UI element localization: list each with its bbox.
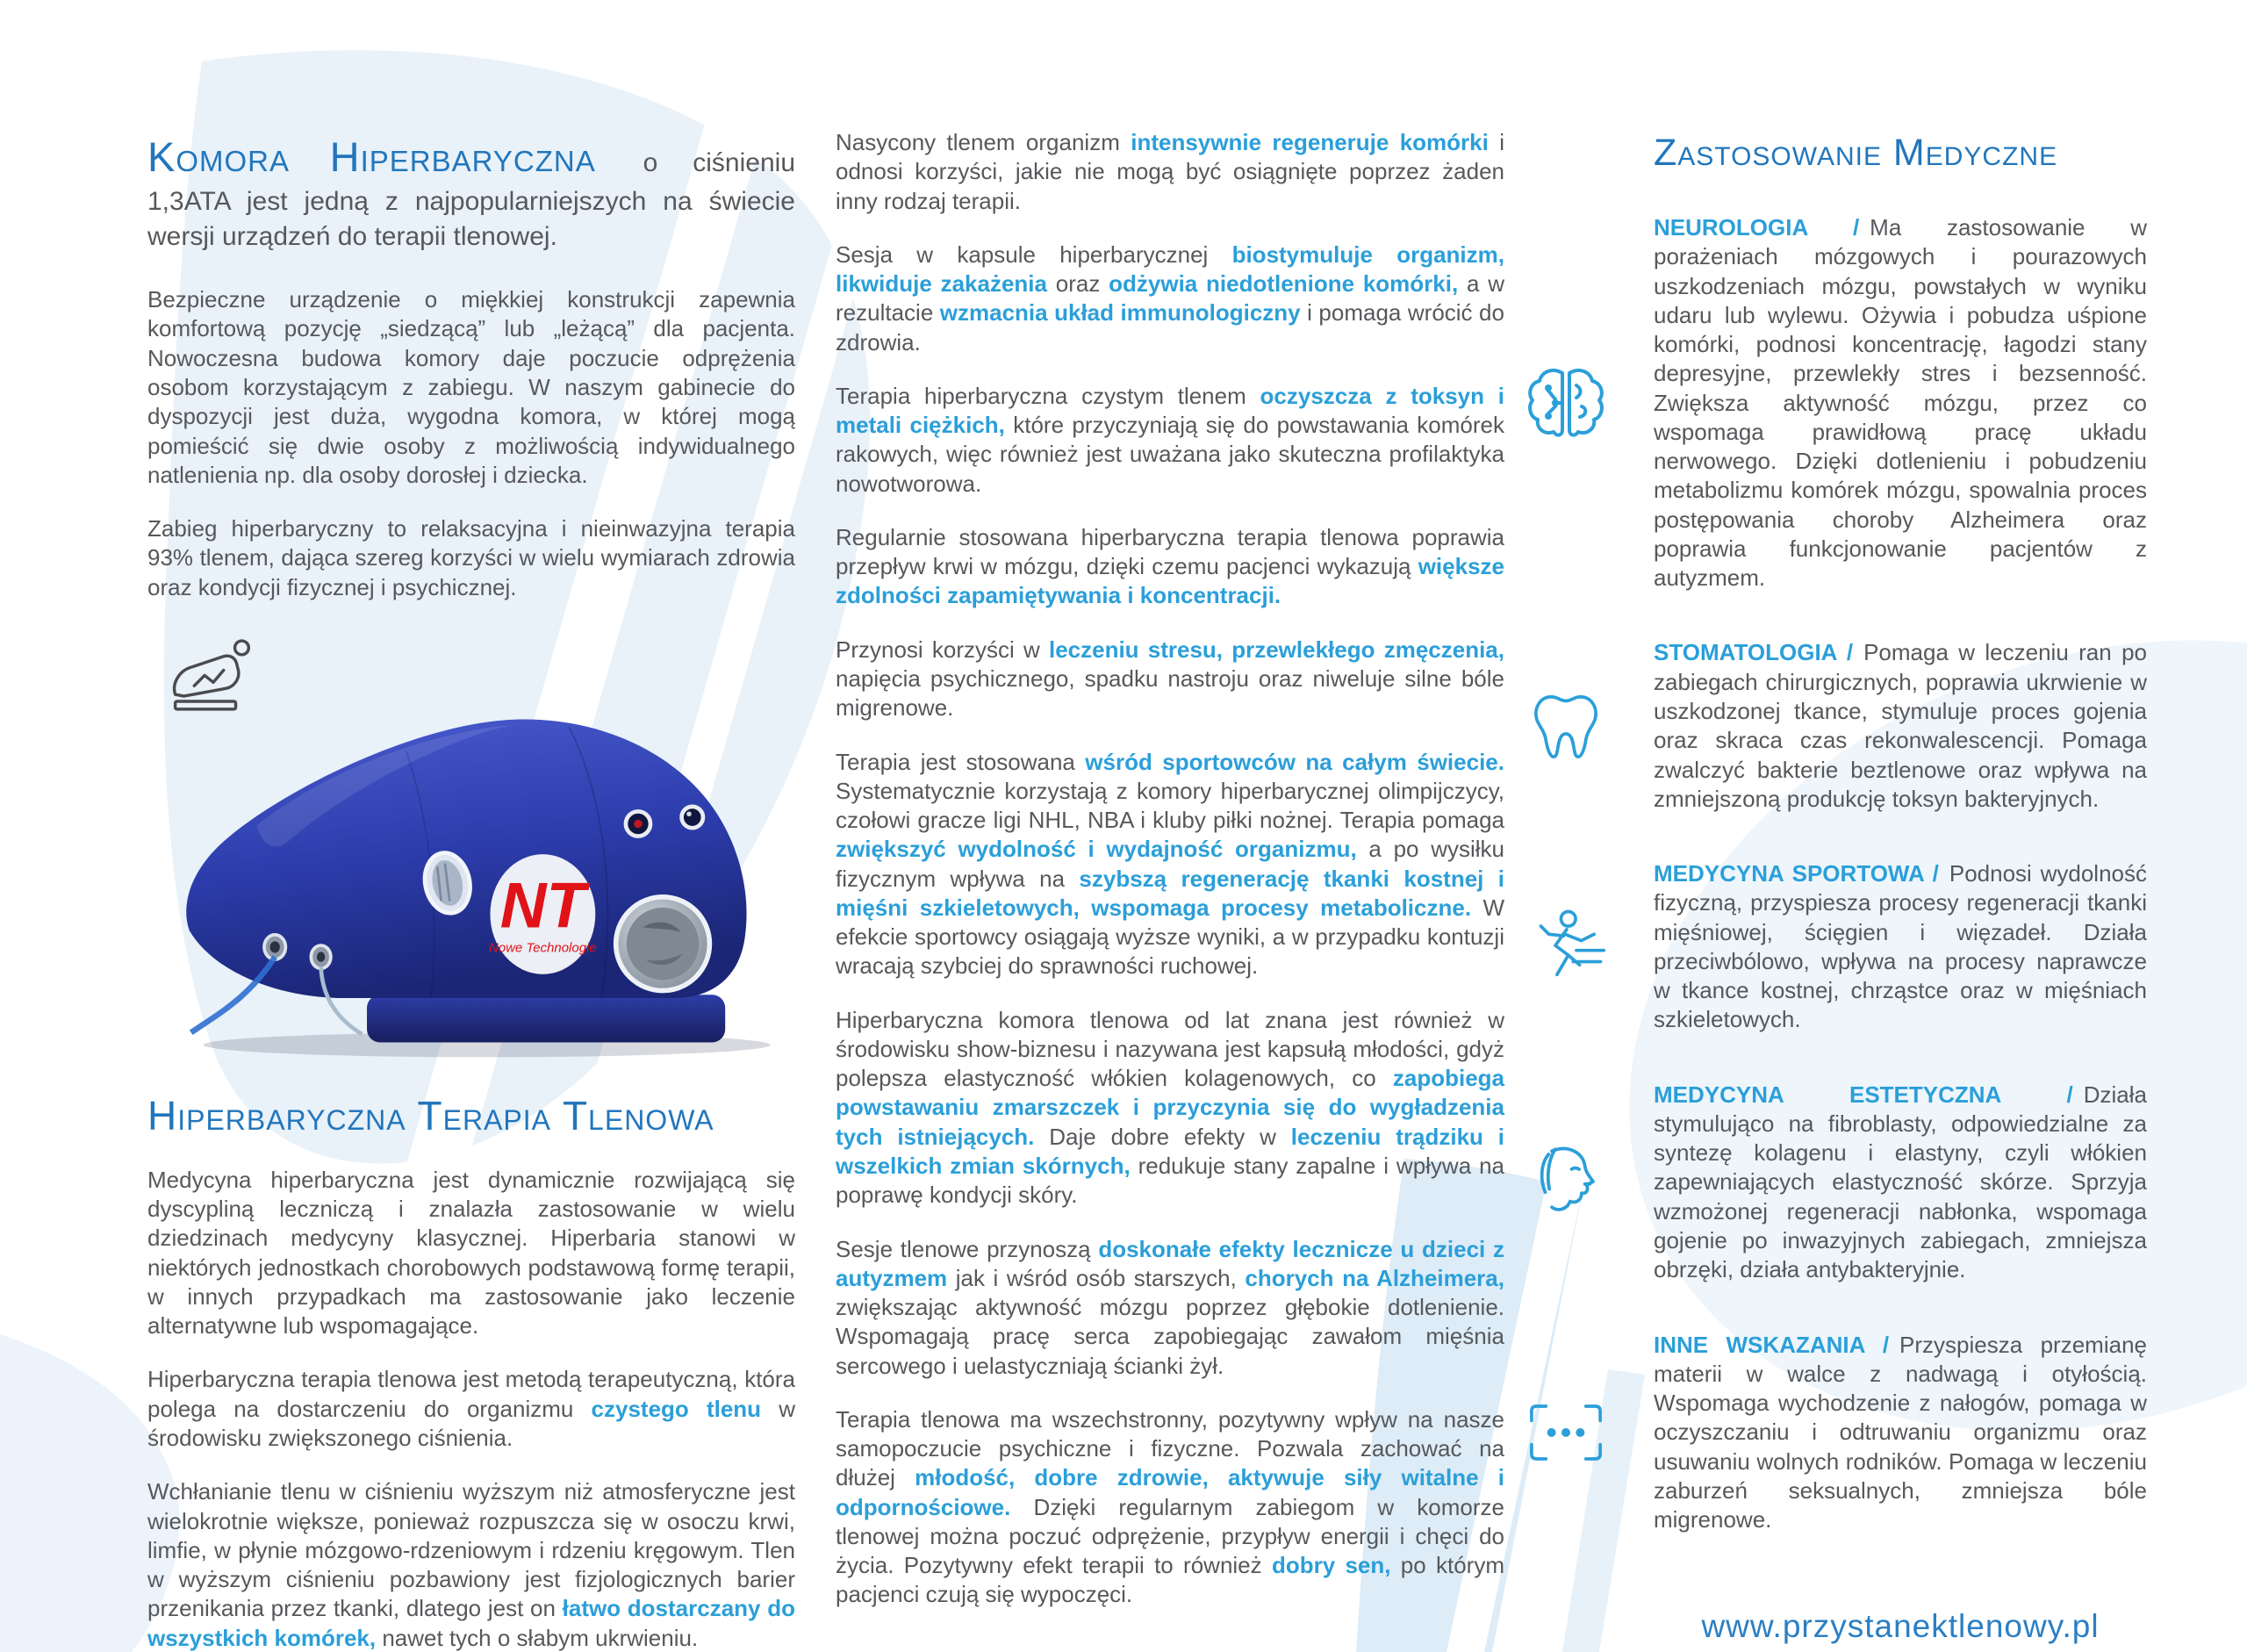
chamber-valve: [626, 811, 650, 836]
paragraph: Terapia hiperbaryczna czystym tlenem oczyszcza z toksyn i metali ciężkich, które przyczyniają się do powstawania komórek rakowych, więc również jest uważana jako skuteczna profilaktyka nowotworowa.: [836, 382, 1504, 497]
section-other-indications: [1517, 1331, 2147, 1535]
chamber-figure: [147, 627, 795, 1062]
section-body: Działa stymulująco na fibroblasty, odpowiedzialne za syntezę kolagenu i elastyny, czyli włókien zapewniających elastyczność skórze. Sprzyja wzmożonej regeneracji nabłonka, wspomaga gojenie po inwazyjnych zabiegach, zmniejsza obrzęki, działa antybakteryjnie.: [1654, 1081, 2147, 1283]
section-aesthetic-medicine: [1517, 1081, 2147, 1285]
section-label-medycyna-estetyczna: MEDYCYNA ESTETYCZNA /: [1654, 1081, 2073, 1108]
section-label-stomatologia: STOMATOLOGIA /: [1654, 639, 1854, 666]
website-link[interactable]: www.przystanektlenowy.pl: [1701, 1608, 2100, 1645]
paragraph-medicine: Medycyna hiperbaryczna jest dynamicznie rozwijającą się dyscypliną leczniczą i znalazła zastosowanie w wielu dziedzinach medycyny klasycznej. Hiperbaria stanowi w niektórych jednostkach chorobowych podstawową formę terapii, w innych przypadkach ma zastosowanie jako leczenie alternatywne lub wspomagające.: [147, 1166, 795, 1340]
intro-paragraph: [147, 130, 795, 254]
paragraph: Regularnie stosowana hiperbaryczna terapia tlenowa poprawia przepływ krwi w mózgu, dzięki czemu pacjenci wykazują większe zdolności zapamiętywania i koncentracji.: [836, 523, 1504, 609]
brain-circuit-icon: [1517, 363, 1615, 443]
section-body: Pomaga w leczeniu ran po zabiegach chirurgicznych, poprawia ukrwienie w uszkodzonej tkance, stymuluje proces gojenia oraz skraca czas rekonwalescencji. Pomaga zwalczyć bakterie beztlenowe oraz wpływa na zmniejszoną produkcję toksyn bakteryjnych.: [1654, 639, 2147, 812]
left-column: [147, 130, 795, 1652]
dots-frame-icon: [1517, 1396, 1615, 1469]
section-body: Podnosi wydolność fizyczną, przyspiesza procesy regeneracji tkanki mięśniowej, ścięgien i więzadeł. Działa przeciwbólowo, wpływa na procesy naprawcze w tkance kostnej, chrząstce oraz w mięśniach szkieletowych.: [1654, 860, 2147, 1033]
paragraph: Sesje tlenowe przynoszą doskonałe efekty lecznicze u dzieci z autyzmem jak i wśród osób starszych, chorych na Alzheimera, zwiększając aktywność mózgu poprzez głębokie dotlenienie. Wspomagają pracę serca zapobiegając zawałom mięśnia sercowego i uelastyczniają ścianki żył.: [836, 1235, 1504, 1379]
section-body: Ma zastosowanie w porażeniach mózgowych i pourazowych uszkodzeniach mózgu, powstałych w wyniku udaru lub wylewu. Ożywia i pobudza uśpione komórki, podnosi koncentrację, łagodzi stany depresyjne, przewlekły stres i bezsenność. Zwiększa aktywność mózgu, przez co wspomaga prawidłową pracę układu nerwowego. Dzięki dotlenieniu i pobudzeniu metabolizmu komórek mózgu, spowalnia proces postępowania choroby Alzheimera oraz poprawia funkcjonowanie pacjentów z autyzmem.: [1654, 214, 2147, 592]
paragraph-safe-device: Bezpieczne urządzenie o miękkiej konstrukcji zapewnia komfortową pozycję „siedzącą” lub „leżącą” dla pacjenta. Nowoczesna budowa komory daje poczucie odprężenia osobom korzystającym z zabiegu. W naszym gabinecie do dyspozycji jest duża, wygodna komora, w której mogą pomieścić się dwie osoby z możliwością indywidualnego natlenienia np. dla osoby dorosłej i dziecka.: [147, 286, 795, 488]
chamber-logo-text: NT: [499, 870, 586, 942]
section-stomatology: [1517, 638, 2147, 814]
chamber-base-cushion: [367, 995, 725, 1042]
paragraph-absorption: Wchłanianie tlenu w ciśnieniu wyższym niż atmosferyczne jest wielokrotnie większe, ponieważ rozpuszcza się w osoczu krwi, limfie, w płynie mózgowo-rdzeniowym i rdzeniu kręgowym. Tlen w wyższym ciśnieniu pozbawiony jest fizjologicznych barier przenikania przez tkanki, dlatego jest on łatwo dostarczany do wszystkich komórek, nawet tych o słabym ukrwieniu.: [147, 1478, 795, 1651]
paragraph: Nasycony tlenem organizm intensywnie regeneruje komórki i odnosi korzyści, jakie nie mogą być osiągnięte poprzez żaden inny rodzaj terapii.: [836, 129, 1504, 214]
chamber-window-large: [616, 897, 710, 991]
section-sports-medicine: [1517, 859, 2147, 1035]
section-neurology: [1517, 213, 2147, 593]
section-label-neurologia: NEUROLOGIA /: [1654, 214, 1860, 241]
section-title-medical-applications: Zastosowanie Medyczne: [1654, 132, 2058, 174]
section-title-oxygen-therapy: Hiperbaryczna Terapia Tlenowa: [147, 1092, 714, 1138]
hyperbaric-chamber-photo: [142, 676, 799, 1062]
paragraph: Terapia tlenowa ma wszechstronny, pozytywny wpływ na nasze samopoczucie psychiczne i fizyczne. Pozwala zachować na dłużej młodość, dobre zdrowie, aktywuje siły witalne i odpornościowe. Dzięki regularnym zabiegom w komorze tlenowej można poczuć odprężenie, przypływ energii i chęci do życia. Pozytywny efekt terapii to również dobry sen, po którym pacjenci czują się wypoczęci.: [836, 1405, 1505, 1608]
middle-column: [836, 128, 1504, 1634]
paragraph: Hiperbaryczna komora tlenowa od lat znana jest również w środowisku show-biznesu i nazywana jest kapsułą młodości, gdyż polepsza elastyczność włókien kolagenowych, co zapobiega powstawaniu zmarszczek i przyczynia się do wygładzenia tych istniejących. Daje dobre efekty w leczeniu trądziku i wszelkich zmian skórnych, redukuje stany zapalne i wpływa na poprawę kondycji skóry.: [836, 1006, 1504, 1209]
runner-icon: [1517, 907, 1615, 988]
paragraph-treatment: Zabieg hiperbaryczny to relaksacyjna i nieinwazyjna terapia 93% tlenem, dająca szereg korzyści w wielu wymiarach zdrowia oraz kondycji fizycznej i psychicznej.: [147, 515, 795, 600]
section-label-medycyna-sportowa: MEDYCYNA SPORTOWA /: [1654, 860, 1939, 887]
chamber-logo-subtext: Nowe Technologie: [489, 940, 597, 956]
section-body: Przyspiesza przemianę materii w walce z nadwagą i otyłością. Wspomaga wychodzenie z nałogów, pomaga w oczyszczaniu i odtruwaniu organizmu oraz usuwaniu wolnych rodników. Pomaga w leczeniu zaburzeń seksualnych, zmniejsza bóle migrenowe.: [1654, 1331, 2147, 1533]
paragraph-pure-oxygen: Hiperbaryczna terapia tlenowa jest metodą terapeutyczną, która polega na dostarczeniu do organizmu czystego tlenu w środowisku zwiększonego ciśnienia.: [147, 1366, 795, 1451]
tooth-icon: [1517, 684, 1615, 768]
right-column: [1517, 132, 2147, 1645]
page-title: Komora Hiperbaryczna: [147, 133, 596, 180]
face-profile-icon: [1517, 1141, 1615, 1224]
chamber-valve: [682, 807, 703, 828]
paragraph: Przynosi korzyści w leczeniu stresu, przewlekłego zmęczenia, napięcia psychicznego, spadku nastroju oraz niweluje silne bóle migrenowe.: [836, 636, 1504, 722]
paragraph: Sesja w kapsule hiperbarycznej biostymuluje organizm, likwiduje zakażenia oraz odżywia niedotlenione komórki, a w rezultacie wzmacnia układ immunologiczny i pomaga wrócić do zdrowia.: [836, 241, 1504, 356]
intro-lead-text: o ciśnieniu 1,3ATA jest jedną z najpopularniejszych na świecie wersji urządzeń do terapii tlenowej.: [147, 148, 795, 251]
section-label-inne-wskazania: INNE WSKAZANIA /: [1654, 1331, 1890, 1358]
paragraph: Terapia jest stosowana wśród sportowców na całym świecie. Systematycznie korzystają z komory hiperbarycznej olimpijczycy, czołowi gracze ligi NHL, NBA i kluby piłki nożnej. Terapia pomaga zwiększyć wydolność i wydajność organizmu, a po wysiłku fizycznym wpływa na szybszą regenerację tkanki kostnej i mięśni szkieletowych, wspomaga procesy metaboliczne. W efekcie sportowcy osiągają wyższe wyniki, a w przypadku kontuzji wracają szybciej do sprawności ruchowej.: [836, 748, 1505, 980]
